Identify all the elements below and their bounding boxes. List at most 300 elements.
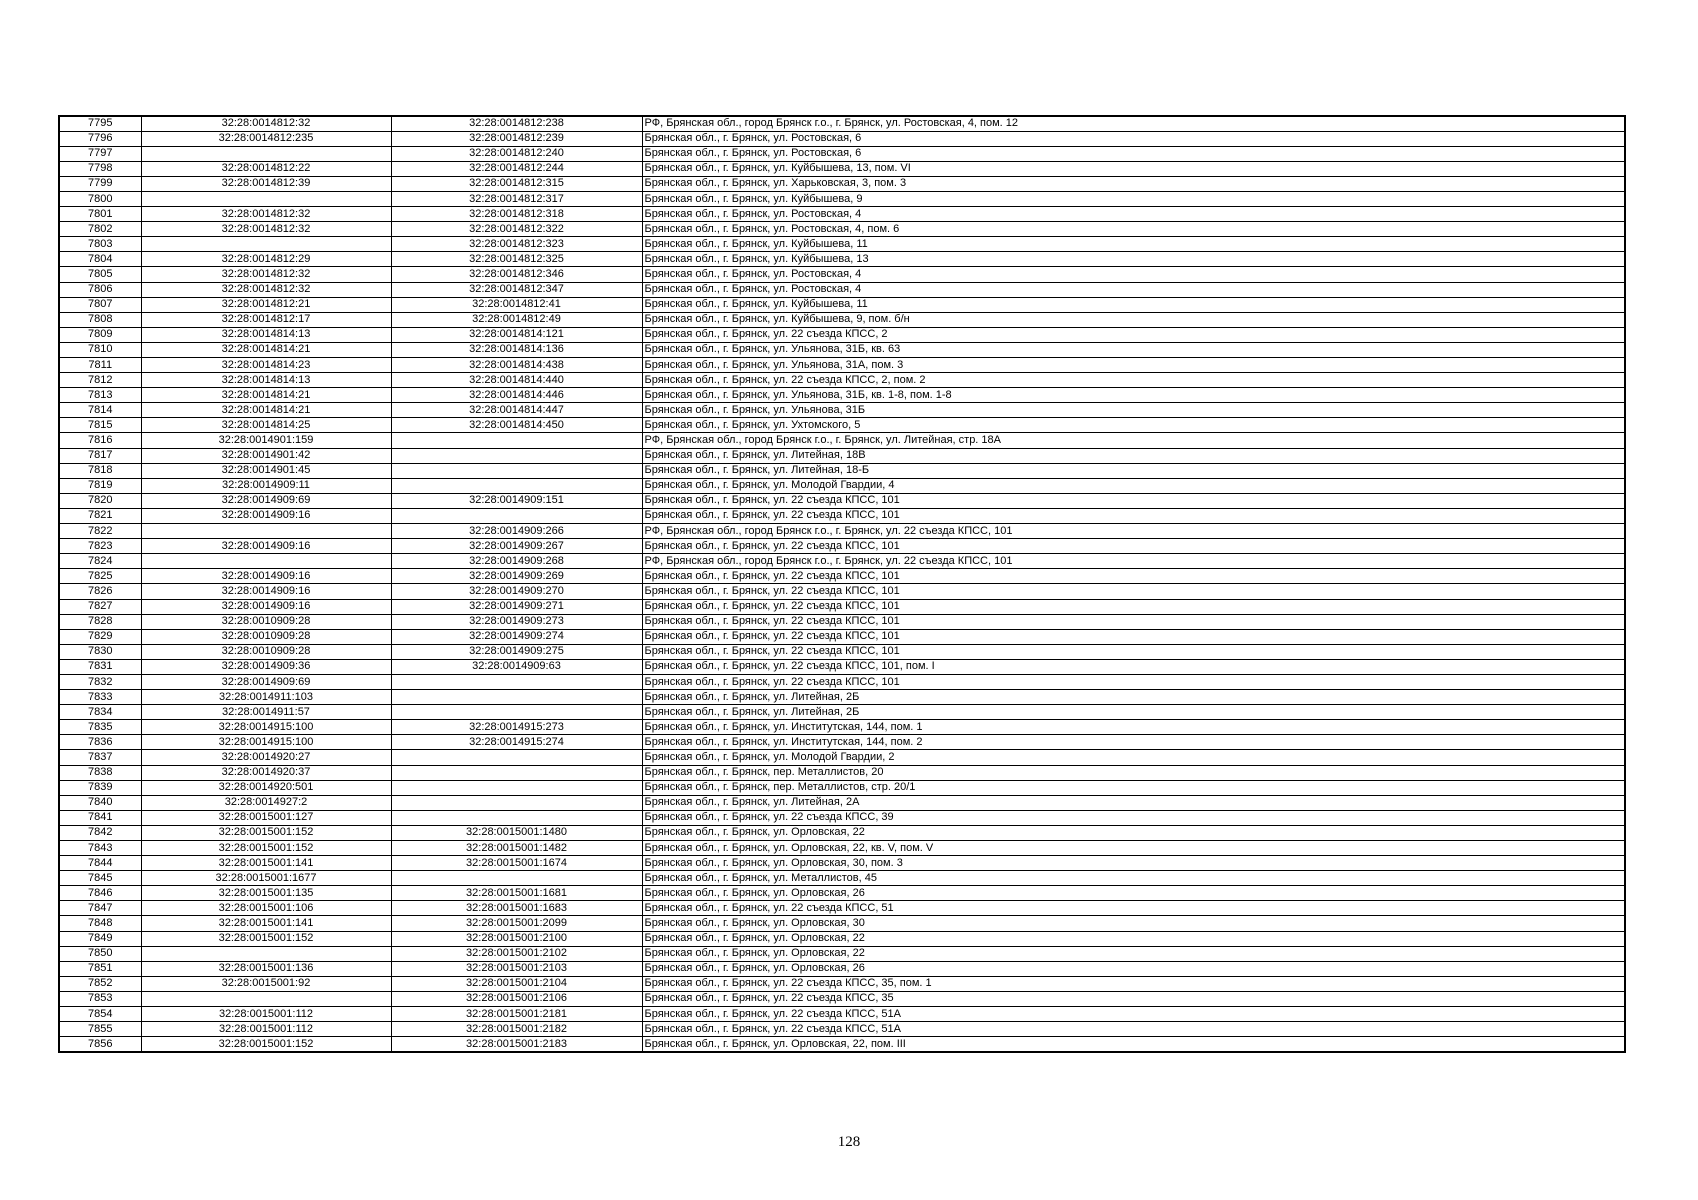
table-row bbox=[59, 1022, 1625, 1037]
row-number-cell: 7797 bbox=[59, 146, 141, 161]
table-row bbox=[59, 403, 1625, 418]
row-number-cell: 7805 bbox=[59, 267, 141, 282]
object-number-cell: 32:28:0014814:447 bbox=[391, 403, 642, 418]
address-cell: Брянская обл., г. Брянск, пер. Металлистов, стр. 20/1 bbox=[642, 780, 1625, 795]
table-row bbox=[59, 493, 1625, 508]
parcel-number-cell: 32:28:0014911:57 bbox=[141, 705, 391, 720]
table-row bbox=[59, 659, 1625, 674]
object-number-cell bbox=[391, 463, 642, 478]
object-number-cell bbox=[391, 448, 642, 463]
table-row bbox=[59, 750, 1625, 765]
table-row bbox=[59, 780, 1625, 795]
parcel-number-cell: 32:28:0014812:32 bbox=[141, 116, 391, 131]
address-cell: Брянская обл., г. Брянск, ул. Литейная, 2Б bbox=[642, 705, 1625, 720]
object-number-cell: 32:28:0015001:1683 bbox=[391, 901, 642, 916]
address-cell: Брянская обл., г. Брянск, ул. Ростовская, 6 bbox=[642, 131, 1625, 146]
object-number-cell: 32:28:0015001:2100 bbox=[391, 931, 642, 946]
address-cell: Брянская обл., г. Брянск, ул. Ульянова, 31Б bbox=[642, 403, 1625, 418]
object-number-cell: 32:28:0015001:2181 bbox=[391, 1007, 642, 1022]
row-number-cell: 7832 bbox=[59, 674, 141, 689]
table-row bbox=[59, 1037, 1625, 1052]
parcel-number-cell: 32:28:0014814:13 bbox=[141, 327, 391, 342]
address-cell: Брянская обл., г. Брянск, ул. 22 съезда КПСС, 35, пом. 1 bbox=[642, 976, 1625, 991]
row-number-cell: 7838 bbox=[59, 765, 141, 780]
table-row bbox=[59, 674, 1625, 689]
page-number: 128 bbox=[837, 1134, 861, 1150]
parcel-number-cell: 32:28:0015001:141 bbox=[141, 856, 391, 871]
row-number-cell: 7825 bbox=[59, 569, 141, 584]
address-cell: Брянская обл., г. Брянск, ул. Ростовская, 4 bbox=[642, 267, 1625, 282]
address-cell: Брянская обл., г. Брянск, ул. 22 съезда КПСС, 35 bbox=[642, 991, 1625, 1006]
parcel-number-cell bbox=[141, 191, 391, 206]
address-cell: Брянская обл., г. Брянск, ул. Куйбышева, 9, пом. б/н bbox=[642, 312, 1625, 327]
object-number-cell: 32:28:0014812:346 bbox=[391, 267, 642, 282]
parcel-number-cell: 32:28:0014812:32 bbox=[141, 267, 391, 282]
address-cell: Брянская обл., г. Брянск, ул. Литейная, 2А bbox=[642, 795, 1625, 810]
parcel-number-cell: 32:28:0014812:235 bbox=[141, 131, 391, 146]
object-number-cell: 32:28:0014812:239 bbox=[391, 131, 642, 146]
object-number-cell: 32:28:0015001:1674 bbox=[391, 856, 642, 871]
object-number-cell bbox=[391, 674, 642, 689]
row-number-cell: 7817 bbox=[59, 448, 141, 463]
table-row bbox=[59, 373, 1625, 388]
address-cell: Брянская обл., г. Брянск, ул. 22 съезда КПСС, 101 bbox=[642, 614, 1625, 629]
row-number-cell: 7796 bbox=[59, 131, 141, 146]
table-row bbox=[59, 131, 1625, 146]
table-row bbox=[59, 886, 1625, 901]
parcel-number-cell: 32:28:0015001:152 bbox=[141, 825, 391, 840]
table-row bbox=[59, 478, 1625, 493]
row-number-cell: 7849 bbox=[59, 931, 141, 946]
table-row bbox=[59, 584, 1625, 599]
parcel-number-cell: 32:28:0015001:152 bbox=[141, 841, 391, 856]
table-row bbox=[59, 765, 1625, 780]
parcel-number-cell: 32:28:0014909:69 bbox=[141, 674, 391, 689]
table-row bbox=[59, 720, 1625, 735]
object-number-cell: 32:28:0014909:268 bbox=[391, 554, 642, 569]
parcel-number-cell: 32:28:0015001:135 bbox=[141, 886, 391, 901]
address-cell: Брянская обл., г. Брянск, ул. Литейная, 2Б bbox=[642, 690, 1625, 705]
parcel-number-cell: 32:28:0014915:100 bbox=[141, 720, 391, 735]
address-cell: Брянская обл., г. Брянск, ул. Орловская, 22, пом. III bbox=[642, 1037, 1625, 1052]
parcel-number-cell: 32:28:0015001:141 bbox=[141, 916, 391, 931]
object-number-cell: 32:28:0014909:273 bbox=[391, 614, 642, 629]
parcel-number-cell: 32:28:0014812:32 bbox=[141, 282, 391, 297]
table-row bbox=[59, 252, 1625, 267]
object-number-cell: 32:28:0014814:446 bbox=[391, 388, 642, 403]
row-number-cell: 7813 bbox=[59, 388, 141, 403]
object-number-cell: 32:28:0014812:315 bbox=[391, 176, 642, 191]
table-row bbox=[59, 539, 1625, 554]
row-number-cell: 7795 bbox=[59, 116, 141, 131]
object-number-cell: 32:28:0015001:2183 bbox=[391, 1037, 642, 1052]
table-row bbox=[59, 146, 1625, 161]
address-cell: Брянская обл., г. Брянск, ул. 22 съезда КПСС, 101 bbox=[642, 674, 1625, 689]
table-row bbox=[59, 448, 1625, 463]
row-number-cell: 7852 bbox=[59, 976, 141, 991]
parcel-number-cell: 32:28:0014814:25 bbox=[141, 418, 391, 433]
row-number-cell: 7834 bbox=[59, 705, 141, 720]
object-number-cell bbox=[391, 795, 642, 810]
table-row bbox=[59, 554, 1625, 569]
row-number-cell: 7837 bbox=[59, 750, 141, 765]
row-number-cell: 7833 bbox=[59, 690, 141, 705]
parcel-number-cell: 32:28:0014812:17 bbox=[141, 312, 391, 327]
object-number-cell: 32:28:0014812:322 bbox=[391, 222, 642, 237]
row-number-cell: 7836 bbox=[59, 735, 141, 750]
table-row bbox=[59, 327, 1625, 342]
object-number-cell bbox=[391, 433, 642, 448]
row-number-cell: 7848 bbox=[59, 916, 141, 931]
parcel-number-cell: 32:28:0014812:21 bbox=[141, 297, 391, 312]
object-number-cell: 32:28:0015001:2099 bbox=[391, 916, 642, 931]
address-cell: Брянская обл., г. Брянск, ул. Ульянова, 31А, пом. 3 bbox=[642, 358, 1625, 373]
address-cell: Брянская обл., г. Брянск, ул. 22 съезда КПСС, 39 bbox=[642, 810, 1625, 825]
address-cell: Брянская обл., г. Брянск, ул. Орловская, 22 bbox=[642, 931, 1625, 946]
table-row bbox=[59, 901, 1625, 916]
address-cell: Брянская обл., г. Брянск, ул. Куйбышева, 9 bbox=[642, 191, 1625, 206]
address-cell: Брянская обл., г. Брянск, ул. Орловская, 22 bbox=[642, 825, 1625, 840]
object-number-cell bbox=[391, 705, 642, 720]
address-cell: Брянская обл., г. Брянск, ул. 22 съезда КПСС, 51А bbox=[642, 1022, 1625, 1037]
parcel-number-cell: 32:28:0014920:27 bbox=[141, 750, 391, 765]
table-row bbox=[59, 508, 1625, 523]
object-number-cell: 32:28:0014915:274 bbox=[391, 735, 642, 750]
parcel-number-cell: 32:28:0014909:36 bbox=[141, 659, 391, 674]
address-cell: Брянская обл., г. Брянск, ул. 22 съезда КПСС, 101, пом. I bbox=[642, 659, 1625, 674]
table-row bbox=[59, 358, 1625, 373]
object-number-cell: 32:28:0014814:440 bbox=[391, 373, 642, 388]
row-number-cell: 7822 bbox=[59, 524, 141, 539]
row-number-cell: 7814 bbox=[59, 403, 141, 418]
address-cell: Брянская обл., г. Брянск, ул. Молодой Гвардии, 4 bbox=[642, 478, 1625, 493]
row-number-cell: 7826 bbox=[59, 584, 141, 599]
parcel-number-cell: 32:28:0014812:22 bbox=[141, 161, 391, 176]
address-cell: Брянская обл., г. Брянск, ул. Орловская, 26 bbox=[642, 961, 1625, 976]
row-number-cell: 7842 bbox=[59, 825, 141, 840]
table-row bbox=[59, 116, 1625, 131]
object-number-cell: 32:28:0014909:266 bbox=[391, 524, 642, 539]
table-row bbox=[59, 191, 1625, 206]
parcel-number-cell bbox=[141, 946, 391, 961]
row-number-cell: 7820 bbox=[59, 493, 141, 508]
address-cell: РФ, Брянская обл., город Брянск г.о., г. Брянск, ул. 22 съезда КПСС, 101 bbox=[642, 524, 1625, 539]
table-row bbox=[59, 207, 1625, 222]
parcel-number-cell: 32:28:0014909:16 bbox=[141, 569, 391, 584]
object-number-cell: 32:28:0014909:63 bbox=[391, 659, 642, 674]
row-number-cell: 7847 bbox=[59, 901, 141, 916]
row-number-cell: 7818 bbox=[59, 463, 141, 478]
row-number-cell: 7831 bbox=[59, 659, 141, 674]
parcel-number-cell: 32:28:0014814:21 bbox=[141, 403, 391, 418]
parcel-number-cell: 32:28:0015001:112 bbox=[141, 1007, 391, 1022]
parcel-number-cell: 32:28:0015001:92 bbox=[141, 976, 391, 991]
address-cell: Брянская обл., г. Брянск, ул. 22 съезда КПСС, 101 bbox=[642, 508, 1625, 523]
address-cell: Брянская обл., г. Брянск, ул. 22 съезда КПСС, 2, пом. 2 bbox=[642, 373, 1625, 388]
row-number-cell: 7855 bbox=[59, 1022, 141, 1037]
address-cell: Брянская обл., г. Брянск, ул. Металлистов, 45 bbox=[642, 871, 1625, 886]
row-number-cell: 7844 bbox=[59, 856, 141, 871]
table-row bbox=[59, 991, 1625, 1006]
row-number-cell: 7803 bbox=[59, 237, 141, 252]
object-number-cell: 32:28:0014812:244 bbox=[391, 161, 642, 176]
object-number-cell: 32:28:0015001:1482 bbox=[391, 841, 642, 856]
table-row bbox=[59, 795, 1625, 810]
row-number-cell: 7846 bbox=[59, 886, 141, 901]
table-row bbox=[59, 297, 1625, 312]
row-number-cell: 7806 bbox=[59, 282, 141, 297]
address-cell: Брянская обл., г. Брянск, ул. 22 съезда КПСС, 51А bbox=[642, 1007, 1625, 1022]
parcel-number-cell: 32:28:0014909:16 bbox=[141, 584, 391, 599]
address-cell: Брянская обл., г. Брянск, ул. Молодой Гвардии, 2 bbox=[642, 750, 1625, 765]
object-number-cell: 32:28:0014909:271 bbox=[391, 599, 642, 614]
address-cell: Брянская обл., г. Брянск, ул. Литейная, 18В bbox=[642, 448, 1625, 463]
object-number-cell: 32:28:0015001:2103 bbox=[391, 961, 642, 976]
row-number-cell: 7829 bbox=[59, 629, 141, 644]
object-number-cell bbox=[391, 478, 642, 493]
table-row bbox=[59, 931, 1625, 946]
row-number-cell: 7812 bbox=[59, 373, 141, 388]
table-row bbox=[59, 433, 1625, 448]
table-row bbox=[59, 810, 1625, 825]
object-number-cell: 32:28:0014812:318 bbox=[391, 207, 642, 222]
address-cell: Брянская обл., г. Брянск, ул. Куйбышева, 13 bbox=[642, 252, 1625, 267]
object-number-cell: 32:28:0014814:121 bbox=[391, 327, 642, 342]
parcel-number-cell: 32:28:0014814:13 bbox=[141, 373, 391, 388]
row-number-cell: 7839 bbox=[59, 780, 141, 795]
table-row bbox=[59, 735, 1625, 750]
row-number-cell: 7853 bbox=[59, 991, 141, 1006]
table-body bbox=[59, 116, 1625, 1052]
table-row bbox=[59, 825, 1625, 840]
row-number-cell: 7808 bbox=[59, 312, 141, 327]
parcel-number-cell: 32:28:0014920:37 bbox=[141, 765, 391, 780]
address-cell: Брянская обл., г. Брянск, ул. Ростовская, 4, пом. 6 bbox=[642, 222, 1625, 237]
table-row bbox=[59, 312, 1625, 327]
table-row bbox=[59, 1007, 1625, 1022]
parcel-number-cell: 32:28:0014901:42 bbox=[141, 448, 391, 463]
row-number-cell: 7835 bbox=[59, 720, 141, 735]
address-cell: Брянская обл., г. Брянск, ул. Харьковская, 3, пом. 3 bbox=[642, 176, 1625, 191]
table-row bbox=[59, 644, 1625, 659]
row-number-cell: 7815 bbox=[59, 418, 141, 433]
address-cell: Брянская обл., г. Брянск, ул. 22 съезда КПСС, 101 bbox=[642, 539, 1625, 554]
object-number-cell: 32:28:0014909:270 bbox=[391, 584, 642, 599]
object-number-cell bbox=[391, 810, 642, 825]
object-number-cell: 32:28:0014909:151 bbox=[391, 493, 642, 508]
row-number-cell: 7819 bbox=[59, 478, 141, 493]
parcel-number-cell bbox=[141, 554, 391, 569]
row-number-cell: 7800 bbox=[59, 191, 141, 206]
parcel-number-cell: 32:28:0014814:21 bbox=[141, 342, 391, 357]
object-number-cell: 32:28:0014909:269 bbox=[391, 569, 642, 584]
row-number-cell: 7807 bbox=[59, 297, 141, 312]
row-number-cell: 7798 bbox=[59, 161, 141, 176]
row-number-cell: 7840 bbox=[59, 795, 141, 810]
address-cell: Брянская обл., г. Брянск, ул. Ухтомского, 5 bbox=[642, 418, 1625, 433]
table-row bbox=[59, 463, 1625, 478]
parcel-number-cell bbox=[141, 146, 391, 161]
table-row bbox=[59, 976, 1625, 991]
object-number-cell: 32:28:0014909:274 bbox=[391, 629, 642, 644]
parcel-number-cell: 32:28:0014812:32 bbox=[141, 222, 391, 237]
object-number-cell: 32:28:0015001:1480 bbox=[391, 825, 642, 840]
row-number-cell: 7804 bbox=[59, 252, 141, 267]
row-number-cell: 7827 bbox=[59, 599, 141, 614]
row-number-cell: 7816 bbox=[59, 433, 141, 448]
table-row bbox=[59, 388, 1625, 403]
object-number-cell bbox=[391, 780, 642, 795]
address-cell: РФ, Брянская обл., город Брянск г.о., г. Брянск, ул. 22 съезда КПСС, 101 bbox=[642, 554, 1625, 569]
table-row bbox=[59, 569, 1625, 584]
row-number-cell: 7854 bbox=[59, 1007, 141, 1022]
parcel-number-cell: 32:28:0015001:136 bbox=[141, 961, 391, 976]
parcel-number-cell: 32:28:0014911:103 bbox=[141, 690, 391, 705]
row-number-cell: 7856 bbox=[59, 1037, 141, 1052]
row-number-cell: 7823 bbox=[59, 539, 141, 554]
address-cell: Брянская обл., г. Брянск, ул. Ульянова, 31Б, кв. 1-8, пом. 1-8 bbox=[642, 388, 1625, 403]
address-cell: Брянская обл., г. Брянск, ул. 22 съезда КПСС, 101 bbox=[642, 629, 1625, 644]
address-cell: Брянская обл., г. Брянск, ул. Ростовская, 4 bbox=[642, 282, 1625, 297]
object-number-cell: 32:28:0014814:450 bbox=[391, 418, 642, 433]
object-number-cell: 32:28:0014812:325 bbox=[391, 252, 642, 267]
row-number-cell: 7810 bbox=[59, 342, 141, 357]
parcel-number-cell: 32:28:0014812:32 bbox=[141, 207, 391, 222]
address-cell: Брянская обл., г. Брянск, ул. Институтская, 144, пом. 1 bbox=[642, 720, 1625, 735]
table-row bbox=[59, 267, 1625, 282]
table-row bbox=[59, 282, 1625, 297]
parcel-number-cell: 32:28:0014812:29 bbox=[141, 252, 391, 267]
object-number-cell: 32:28:0014814:438 bbox=[391, 358, 642, 373]
object-number-cell: 32:28:0015001:1681 bbox=[391, 886, 642, 901]
object-number-cell bbox=[391, 690, 642, 705]
address-cell: Брянская обл., г. Брянск, ул. Куйбышева, 11 bbox=[642, 297, 1625, 312]
address-cell: РФ, Брянская обл., город Брянск г.о., г. Брянск, ул. Ростовская, 4, пом. 12 bbox=[642, 116, 1625, 131]
address-cell: Брянская обл., г. Брянск, ул. Орловская, 30 bbox=[642, 916, 1625, 931]
address-cell: Брянская обл., г. Брянск, ул. Ростовская, 6 bbox=[642, 146, 1625, 161]
row-number-cell: 7851 bbox=[59, 961, 141, 976]
table-row bbox=[59, 342, 1625, 357]
parcel-number-cell: 32:28:0010909:28 bbox=[141, 629, 391, 644]
address-cell: Брянская обл., г. Брянск, ул. Орловская, 30, пом. 3 bbox=[642, 856, 1625, 871]
parcel-number-cell: 32:28:0010909:28 bbox=[141, 644, 391, 659]
parcel-number-cell: 32:28:0015001:152 bbox=[141, 931, 391, 946]
object-number-cell: 32:28:0014812:240 bbox=[391, 146, 642, 161]
table-row bbox=[59, 856, 1625, 871]
parcel-number-cell: 32:28:0014927:2 bbox=[141, 795, 391, 810]
address-cell: Брянская обл., г. Брянск, ул. 22 съезда КПСС, 101 bbox=[642, 569, 1625, 584]
table-row bbox=[59, 629, 1625, 644]
row-number-cell: 7843 bbox=[59, 841, 141, 856]
row-number-cell: 7830 bbox=[59, 644, 141, 659]
object-number-cell bbox=[391, 871, 642, 886]
parcel-number-cell: 32:28:0014812:39 bbox=[141, 176, 391, 191]
table-row bbox=[59, 237, 1625, 252]
address-cell: Брянская обл., г. Брянск, ул. Литейная, 18-Б bbox=[642, 463, 1625, 478]
row-number-cell: 7850 bbox=[59, 946, 141, 961]
table-row bbox=[59, 961, 1625, 976]
parcel-number-cell: 32:28:0014901:159 bbox=[141, 433, 391, 448]
object-number-cell: 32:28:0014814:136 bbox=[391, 342, 642, 357]
object-number-cell: 32:28:0014909:267 bbox=[391, 539, 642, 554]
parcel-number-cell: 32:28:0014909:16 bbox=[141, 599, 391, 614]
object-number-cell: 32:28:0015001:2182 bbox=[391, 1022, 642, 1037]
address-cell: Брянская обл., г. Брянск, ул. 22 съезда КПСС, 2 bbox=[642, 327, 1625, 342]
table-row bbox=[59, 916, 1625, 931]
table-row bbox=[59, 690, 1625, 705]
table-row bbox=[59, 524, 1625, 539]
parcel-number-cell bbox=[141, 991, 391, 1006]
table-row bbox=[59, 871, 1625, 886]
row-number-cell: 7845 bbox=[59, 871, 141, 886]
object-number-cell: 32:28:0014812:49 bbox=[391, 312, 642, 327]
row-number-cell: 7811 bbox=[59, 358, 141, 373]
table-row bbox=[59, 599, 1625, 614]
row-number-cell: 7824 bbox=[59, 554, 141, 569]
table-row bbox=[59, 705, 1625, 720]
parcel-number-cell: 32:28:0015001:127 bbox=[141, 810, 391, 825]
address-cell: Брянская обл., г. Брянск, ул. 22 съезда КПСС, 101 bbox=[642, 599, 1625, 614]
object-number-cell: 32:28:0014812:323 bbox=[391, 237, 642, 252]
object-number-cell bbox=[391, 765, 642, 780]
parcel-number-cell bbox=[141, 237, 391, 252]
table-row bbox=[59, 222, 1625, 237]
row-number-cell: 7802 bbox=[59, 222, 141, 237]
object-number-cell: 32:28:0015001:2104 bbox=[391, 976, 642, 991]
parcel-number-cell: 32:28:0015001:152 bbox=[141, 1037, 391, 1052]
parcel-number-cell: 32:28:0014814:23 bbox=[141, 358, 391, 373]
parcel-number-cell bbox=[141, 524, 391, 539]
address-cell: Брянская обл., г. Брянск, ул. Орловская, 22 bbox=[642, 946, 1625, 961]
address-cell: Брянская обл., г. Брянск, ул. 22 съезда КПСС, 101 bbox=[642, 584, 1625, 599]
row-number-cell: 7809 bbox=[59, 327, 141, 342]
object-number-cell: 32:28:0015001:2106 bbox=[391, 991, 642, 1006]
parcel-number-cell: 32:28:0015001:112 bbox=[141, 1022, 391, 1037]
parcel-number-cell: 32:28:0010909:28 bbox=[141, 614, 391, 629]
object-number-cell: 32:28:0014812:238 bbox=[391, 116, 642, 131]
address-cell: Брянская обл., г. Брянск, ул. Орловская, 22, кв. V, пом. V bbox=[642, 841, 1625, 856]
address-cell: Брянская обл., г. Брянск, ул. Куйбышева, 13, пом. VI bbox=[642, 161, 1625, 176]
parcel-number-cell: 32:28:0014909:16 bbox=[141, 508, 391, 523]
row-number-cell: 7799 bbox=[59, 176, 141, 191]
object-number-cell bbox=[391, 750, 642, 765]
address-cell: Брянская обл., г. Брянск, ул. Ростовская, 4 bbox=[642, 207, 1625, 222]
parcel-number-cell: 32:28:0014909:16 bbox=[141, 539, 391, 554]
address-cell: Брянская обл., г. Брянск, ул. Куйбышева, 11 bbox=[642, 237, 1625, 252]
address-cell: Брянская обл., г. Брянск, ул. 22 съезда КПСС, 51 bbox=[642, 901, 1625, 916]
table-row bbox=[59, 176, 1625, 191]
object-number-cell: 32:28:0015001:2102 bbox=[391, 946, 642, 961]
object-number-cell: 32:28:0014812:317 bbox=[391, 191, 642, 206]
address-cell: РФ, Брянская обл., город Брянск г.о., г. Брянск, ул. Литейная, стр. 18А bbox=[642, 433, 1625, 448]
address-cell: Брянская обл., г. Брянск, ул. 22 съезда КПСС, 101 bbox=[642, 644, 1625, 659]
row-number-cell: 7801 bbox=[59, 207, 141, 222]
address-cell: Брянская обл., г. Брянск, ул. Ульянова, 31Б, кв. 63 bbox=[642, 342, 1625, 357]
address-cell: Брянская обл., г. Брянск, пер. Металлистов, 20 bbox=[642, 765, 1625, 780]
parcel-number-cell: 32:28:0014909:11 bbox=[141, 478, 391, 493]
parcel-number-cell: 32:28:0015001:106 bbox=[141, 901, 391, 916]
table-row bbox=[59, 841, 1625, 856]
parcel-number-cell: 32:28:0014901:45 bbox=[141, 463, 391, 478]
address-cell: Брянская обл., г. Брянск, ул. 22 съезда КПСС, 101 bbox=[642, 493, 1625, 508]
table-row bbox=[59, 946, 1625, 961]
table-row bbox=[59, 161, 1625, 176]
parcel-number-cell: 32:28:0014920:501 bbox=[141, 780, 391, 795]
registry-table bbox=[58, 115, 1626, 1053]
row-number-cell: 7841 bbox=[59, 810, 141, 825]
table-row bbox=[59, 418, 1625, 433]
object-number-cell: 32:28:0014909:275 bbox=[391, 644, 642, 659]
